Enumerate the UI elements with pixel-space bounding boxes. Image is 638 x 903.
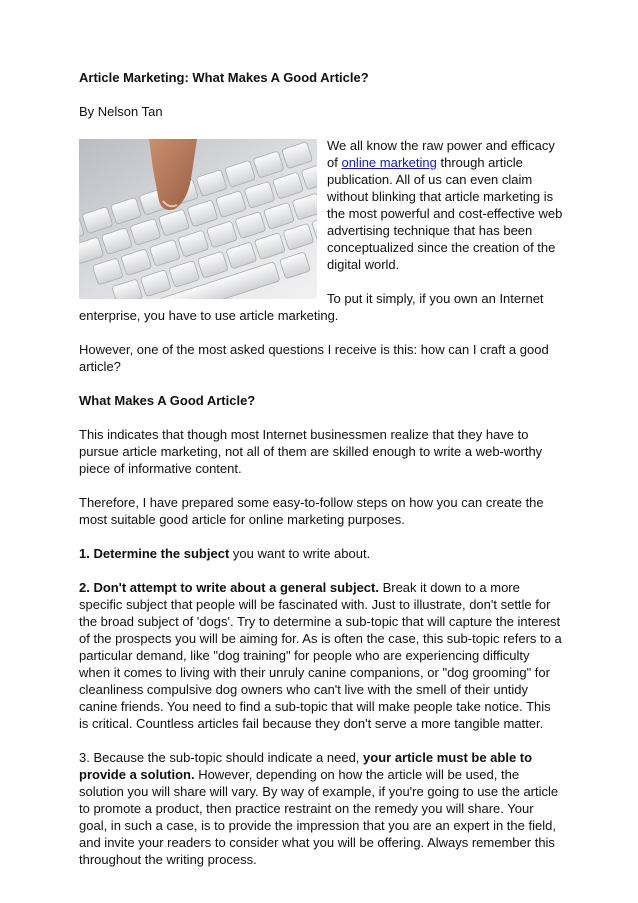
section-heading: What Makes A Good Article? (79, 393, 256, 408)
paragraph-therefore: Therefore, I have prepared some easy-to-follow steps on how you can create the most suitable good article for online marketing purposes. (79, 495, 544, 527)
step-2-text: Break it down to a more specific subject that people will be fascinated with. Just to illustrate, don't settle for the broad subject of 'dogs'. Try to determine a sub-topic that will capture the interest of the prospects you will be aiming for. As is often the case, this sub-topic refers to a particular demand, like "dog training" for people who are experiencing difficulty when it comes to living with their unruly canine companions, or "dog grooming" for cleanliness compulsive dog owners who can't live with the smell of their untidy canine friends. You need to find a sub-topic that will make people take notice. This is critical. Countless articles fail because they don't serve a more tangible matter. (79, 580, 562, 731)
article-byline: By Nelson Tan (79, 104, 163, 119)
article-body (79, 69, 563, 885)
step-2-heading: 2. Don't attempt to write about a general subject. (79, 580, 379, 595)
paragraph-indicates: This indicates that though most Internet businessmen realize that they have to pursue article marketing, not all of them are skilled enough to write a web-worthy piece of informative content. (79, 427, 543, 476)
question-paragraph: However, one of the most asked questions I receive is this: how can I craft a good article? (79, 342, 549, 374)
step-1 (79, 545, 563, 562)
step-3-intro: 3. Because the sub-topic should indicate a need, (79, 750, 364, 765)
step-3-heading: your article must be able to provide a solution. (79, 750, 533, 782)
intro-text-after-link: through article publication. All of us can even claim without blinking that article marketing is the most powerful and cost-effective web advertising technique that has been conceptualized since the creation of the digital world. (327, 155, 563, 272)
article-title: Article Marketing: What Makes A Good Article? (79, 70, 369, 85)
step-3-text: However, depending on how the article will be used, the solution you will share will vary. By way of example, if you're going to use the article to promote a product, then practice restraint on the remedy you will share. Your goal, in such a case, is to provide the impression that you are an expert in the field, and invite your readers to consider what you will be offering. Always remember this throughout the writing process. (79, 767, 559, 867)
intro-paragraph-2: To put it simply, if you own an Internet enterprise, you have to use article marketing. (79, 291, 544, 323)
step-1-text: you want to write about. (229, 546, 371, 561)
step-1-heading: 1. Determine the subject (79, 546, 230, 561)
step-3 (79, 749, 563, 868)
keyboard-photo (79, 139, 317, 299)
step-2 (79, 579, 563, 732)
online-marketing-link[interactable]: online marketing (341, 155, 437, 170)
intro-text-before-link: We all know the raw power and efficacy of (327, 138, 555, 170)
